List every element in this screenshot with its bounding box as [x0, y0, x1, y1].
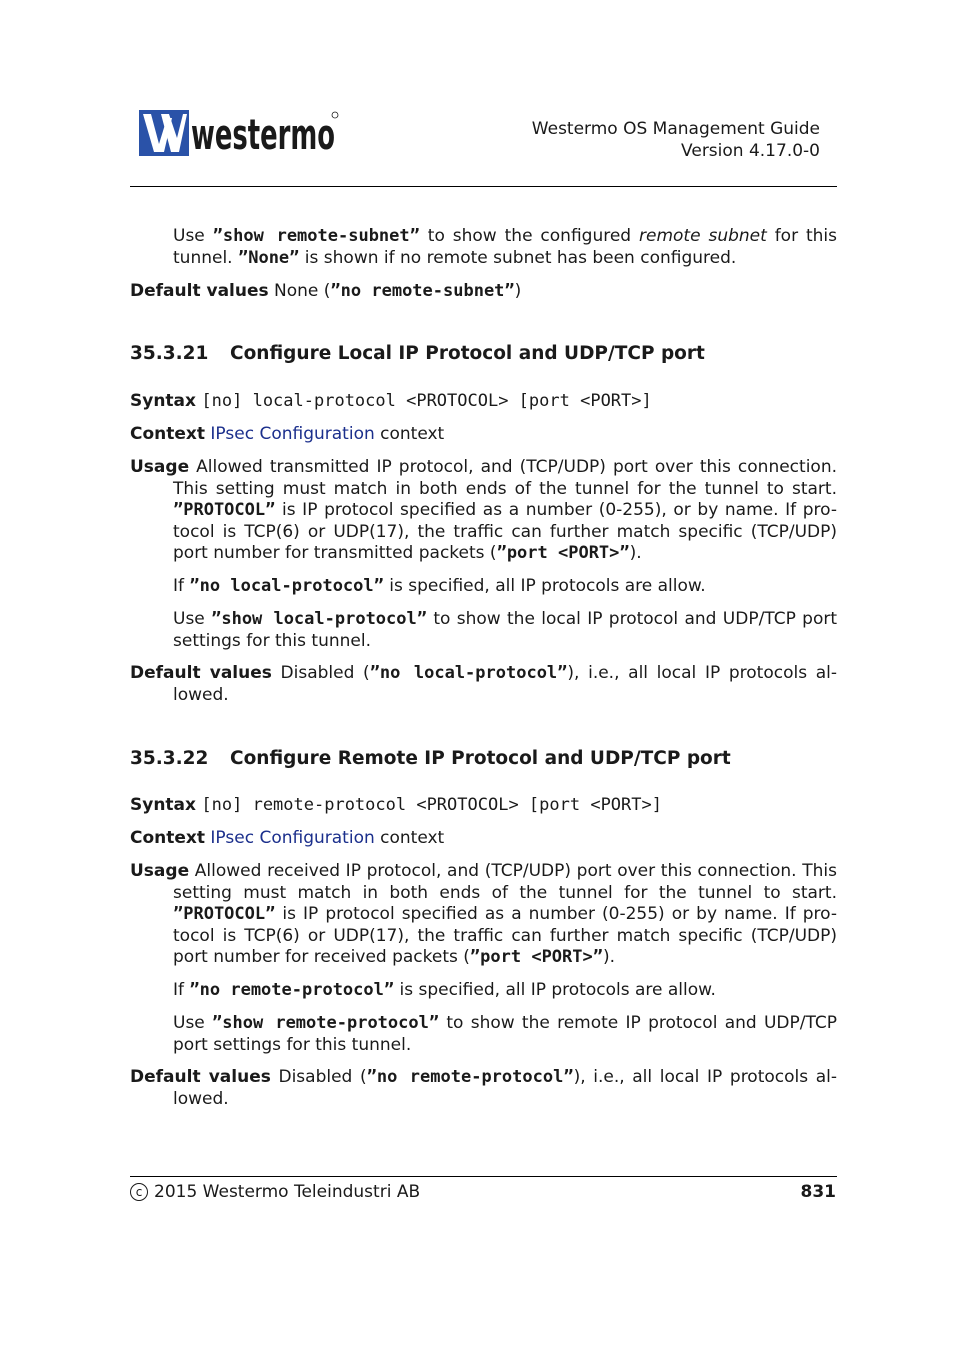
section-heading: [130, 748, 731, 769]
default-values-label: Default values: [130, 281, 269, 301]
copyright-notice: [130, 1182, 420, 1202]
footer-rule: [130, 1176, 837, 1177]
command: ”show local-protocol”: [211, 609, 427, 629]
default-values-label: Default values: [130, 663, 272, 683]
page-number: 831: [800, 1182, 836, 1202]
usage-label: Usage: [130, 457, 190, 477]
usage-paragraph: Usage Allowed transmitted IP protocol, and (TCP/UDP) port over this connection. This setting must match in both ends of the tunnel for the tunnel to start. ”PROTOCOL” is IP protocol specified as a number (0-255), or by name. If pro-tocol is TCP(6) or UDP(17), the traffic can further match specific (TCP/UDP) port number for transmitted packets (”port <PORT>”).: [130, 457, 837, 563]
command: ”no local-protocol”: [369, 663, 568, 683]
command: ”show remote-protocol”: [212, 1013, 440, 1033]
syntax-command: [no] remote-protocol <PROTOCOL> [port <PORT>]: [201, 795, 662, 815]
default-values-paragraph: Default values Disabled (”no remote-protocol”), i.e., all local IP protocols al-lowed.: [130, 1067, 838, 1109]
usage-paragraph: Usage Allowed received IP protocol, and (TCP/UDP) port over this connection. This setting must match in both ends of the tunnel for the tunnel to start. ”PROTOCOL” is IP protocol specified as a number (0-255) or by name. If pro-tocol is TCP(6) or UDP(17), the traffic can further match specific (TCP/UDP) port number for received packets (”port <PORT>”).: [130, 861, 837, 967]
syntax-label: Syntax: [130, 391, 196, 411]
logo-wordmark: westermo: [191, 110, 335, 159]
section-title: Configure Local IP Protocol and UDP/TCP port: [230, 343, 705, 364]
ipsec-configuration-link[interactable]: IPsec Configuration: [210, 424, 375, 444]
guide-version: Version 4.17.0-0: [681, 141, 820, 161]
usage-show-paragraph: Use ”show remote-protocol” to show the remote IP protocol and UDP/TCP port settings for this tunnel.: [173, 1013, 837, 1055]
syntax-line: [130, 391, 837, 413]
command: ”port <PORT>”: [496, 543, 630, 563]
remote-subnet-show-paragraph: Use ”show remote-subnet” to show the configured remote subnet for this tunnel. ”None” is shown if no remote subnet has been configured.: [173, 226, 837, 268]
command: ”no remote-subnet”: [330, 281, 515, 301]
default-values-label: Default values: [130, 1067, 271, 1087]
syntax-line: [130, 795, 837, 817]
syntax-command: [no] local-protocol <PROTOCOL> [port <PORT>]: [201, 391, 652, 411]
section-heading: [130, 343, 705, 364]
usage-show-paragraph: Use ”show local-protocol” to show the local IP protocol and UDP/TCP port settings for this tunnel.: [173, 609, 838, 651]
copyright-text: 2015 Westermo Teleindustri AB: [154, 1182, 421, 1202]
header-rule: [130, 186, 837, 187]
ipsec-configuration-link[interactable]: IPsec Configuration: [210, 828, 375, 848]
section-number: 35.3.21: [130, 343, 209, 364]
syntax-label: Syntax: [130, 795, 196, 815]
document-header: [532, 118, 820, 162]
command: ”show remote-subnet”: [212, 226, 420, 246]
usage-label: Usage: [130, 861, 190, 881]
command: ”no remote-protocol”: [189, 980, 395, 1000]
section-title: Configure Remote IP Protocol and UDP/TCP port: [230, 748, 731, 769]
section-number: 35.3.22: [130, 748, 209, 769]
context-line: Context IPsec Configuration context: [130, 424, 445, 444]
command: ”PROTOCOL”: [173, 904, 276, 924]
context-line: Context IPsec Configuration context: [130, 828, 445, 848]
remote-subnet-default-values: Default values None (”no remote-subnet”): [130, 281, 522, 301]
command: ”None”: [237, 247, 300, 268]
default-values-paragraph: Default values Disabled (”no local-protocol”), i.e., all local IP protocols al-lowed.: [130, 663, 837, 705]
command: ”no local-protocol”: [189, 576, 384, 596]
usage-no-protocol-paragraph: If ”no remote-protocol” is specified, all IP protocols are allow.: [173, 980, 716, 1000]
command: ”no remote-protocol”: [366, 1067, 574, 1087]
westermo-logo: [139, 110, 339, 158]
context-label: Context: [130, 424, 206, 444]
command: ”PROTOCOL”: [173, 500, 276, 520]
usage-no-protocol-paragraph: If ”no local-protocol” is specified, all IP protocols are allow.: [173, 576, 706, 596]
context-label: Context: [130, 828, 206, 848]
command: ”port <PORT>”: [469, 947, 603, 967]
copyright-icon: c: [130, 1183, 148, 1201]
guide-title: Westermo OS Management Guide: [531, 119, 820, 139]
